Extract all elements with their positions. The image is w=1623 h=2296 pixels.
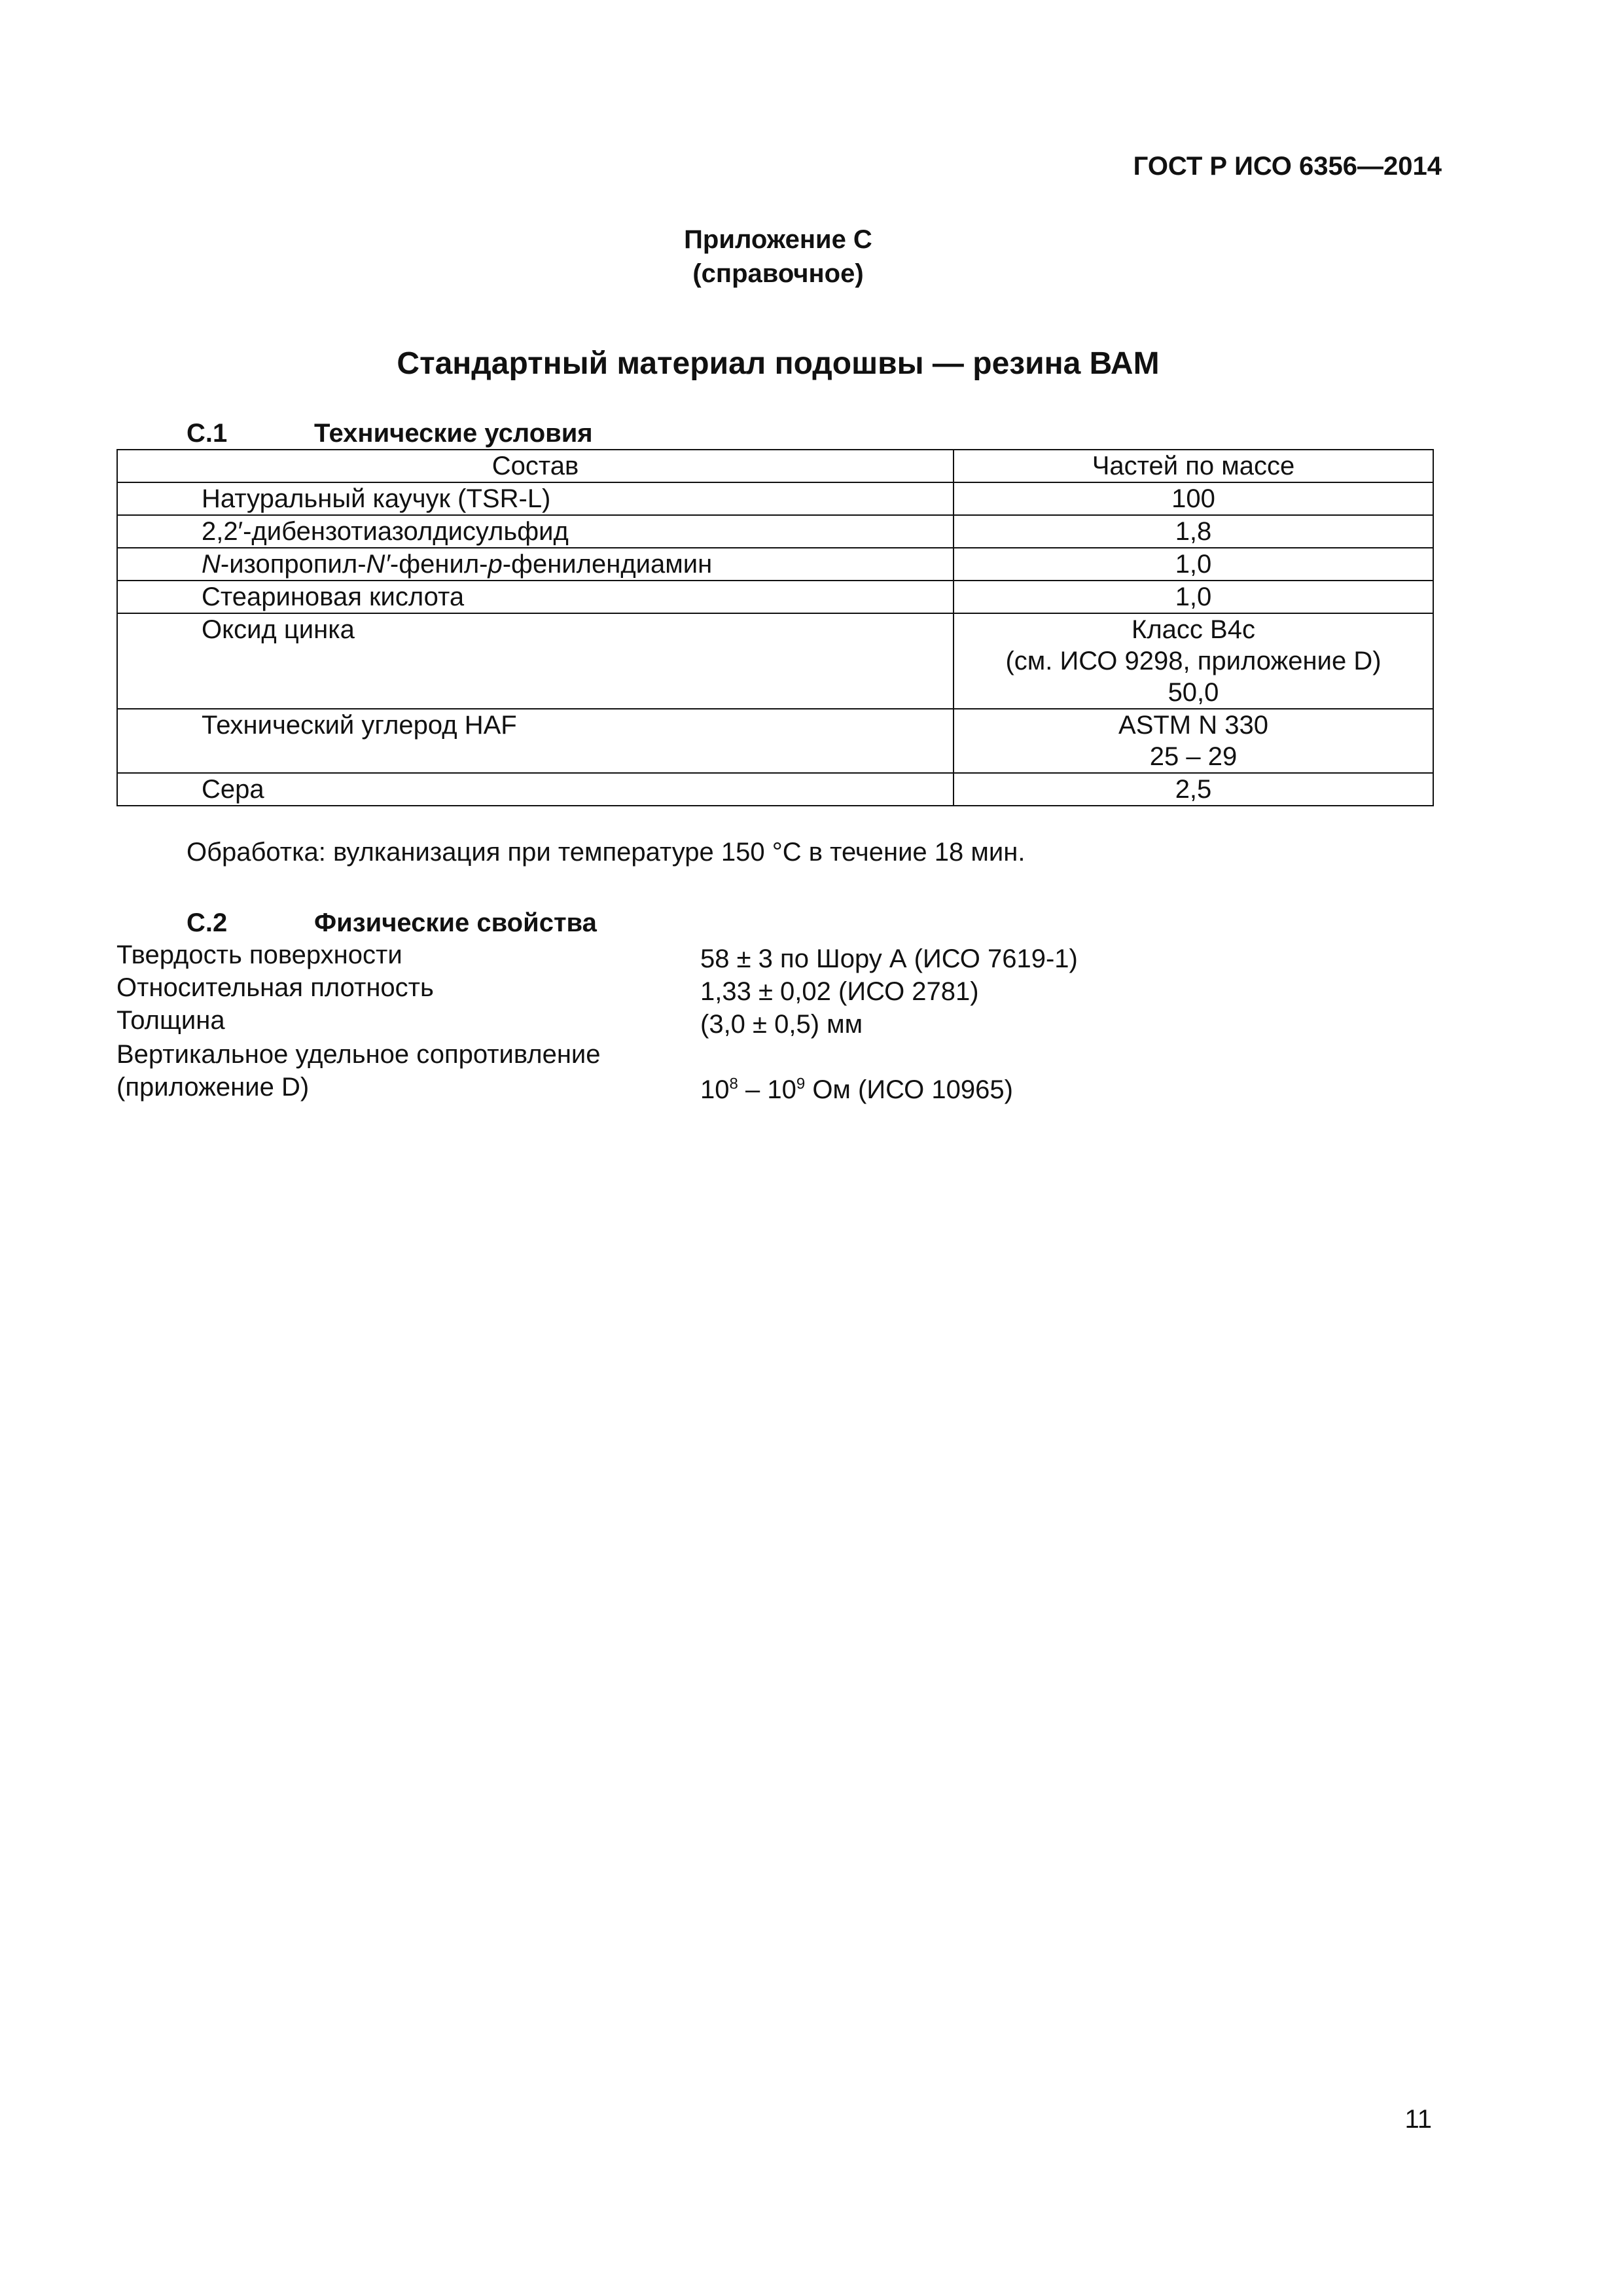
property-value: 58 ± 3 по Шору А (ИСО 7619-1) [700,944,1078,973]
appendix-type: (справочное) [692,259,864,288]
property-label: Твердость поверхности [116,941,402,969]
table-header-composition: Состав [117,450,954,482]
property-label: Относительная плотность [116,973,434,1002]
component-name: Оксид цинка [117,613,954,709]
table-header-row [117,450,1433,482]
component-value: 1,8 [954,515,1433,548]
section1-heading: Технические условия [314,419,593,448]
component-value: Класс В4с (см. ИСО 9298, приложение D) 50,0 [954,613,1433,709]
section2-number: С.2 [187,908,228,937]
table-row [117,581,1433,613]
section1-number: С.1 [187,419,228,448]
page-number: 11 [1404,2105,1432,2134]
property-label-continued: (приложение D) [116,1073,310,1102]
processing-note: Обработка: вулканизация при температуре 150 °С в течение 18 мин. [187,838,1026,867]
property-value: $10^8 - 10^9$ Ом (ИСО 10965) [700,1075,1013,1104]
component-value: 2,5 [954,773,1433,806]
table-row [117,709,1433,773]
component-name: Сера [117,773,954,806]
property-value: (3,0 ± 0,5) мм [700,1010,863,1039]
component-name: N-изопропил-N′-фенил-p-фенилендиамин [117,548,954,581]
component-name: Технический углерод HAF [117,709,954,773]
appendix-label: Приложение С [684,225,872,254]
table-row [117,482,1433,515]
component-value: 100 [954,482,1433,515]
table-header-mass-parts: Частей по массе [954,450,1433,482]
composition-table [116,449,1434,806]
component-value: ASTM N 330 25 – 29 [954,709,1433,773]
table-row [117,613,1433,709]
standard-code: ГОСТ Р ИСО 6356—2014 [1133,152,1442,181]
component-name: Стеариновая кислота [117,581,954,613]
table-row [117,773,1433,806]
component-value: 1,0 [954,581,1433,613]
component-value: 1,0 [954,548,1433,581]
section2-heading: Физические свойства [314,908,597,937]
component-name: 2,2′-дибензотиазолдисульфид [117,515,954,548]
property-value: 1,33 ± 0,02 (ИСО 2781) [700,977,979,1006]
property-label: Вертикальное удельное сопротивление [116,1040,601,1069]
component-name: Натуральный каучук (TSR-L) [117,482,954,515]
property-label: Толщина [116,1006,225,1035]
table-row [117,548,1433,581]
table-row [117,515,1433,548]
document-title: Стандартный материал подошвы — резина ВАМ [397,346,1160,381]
